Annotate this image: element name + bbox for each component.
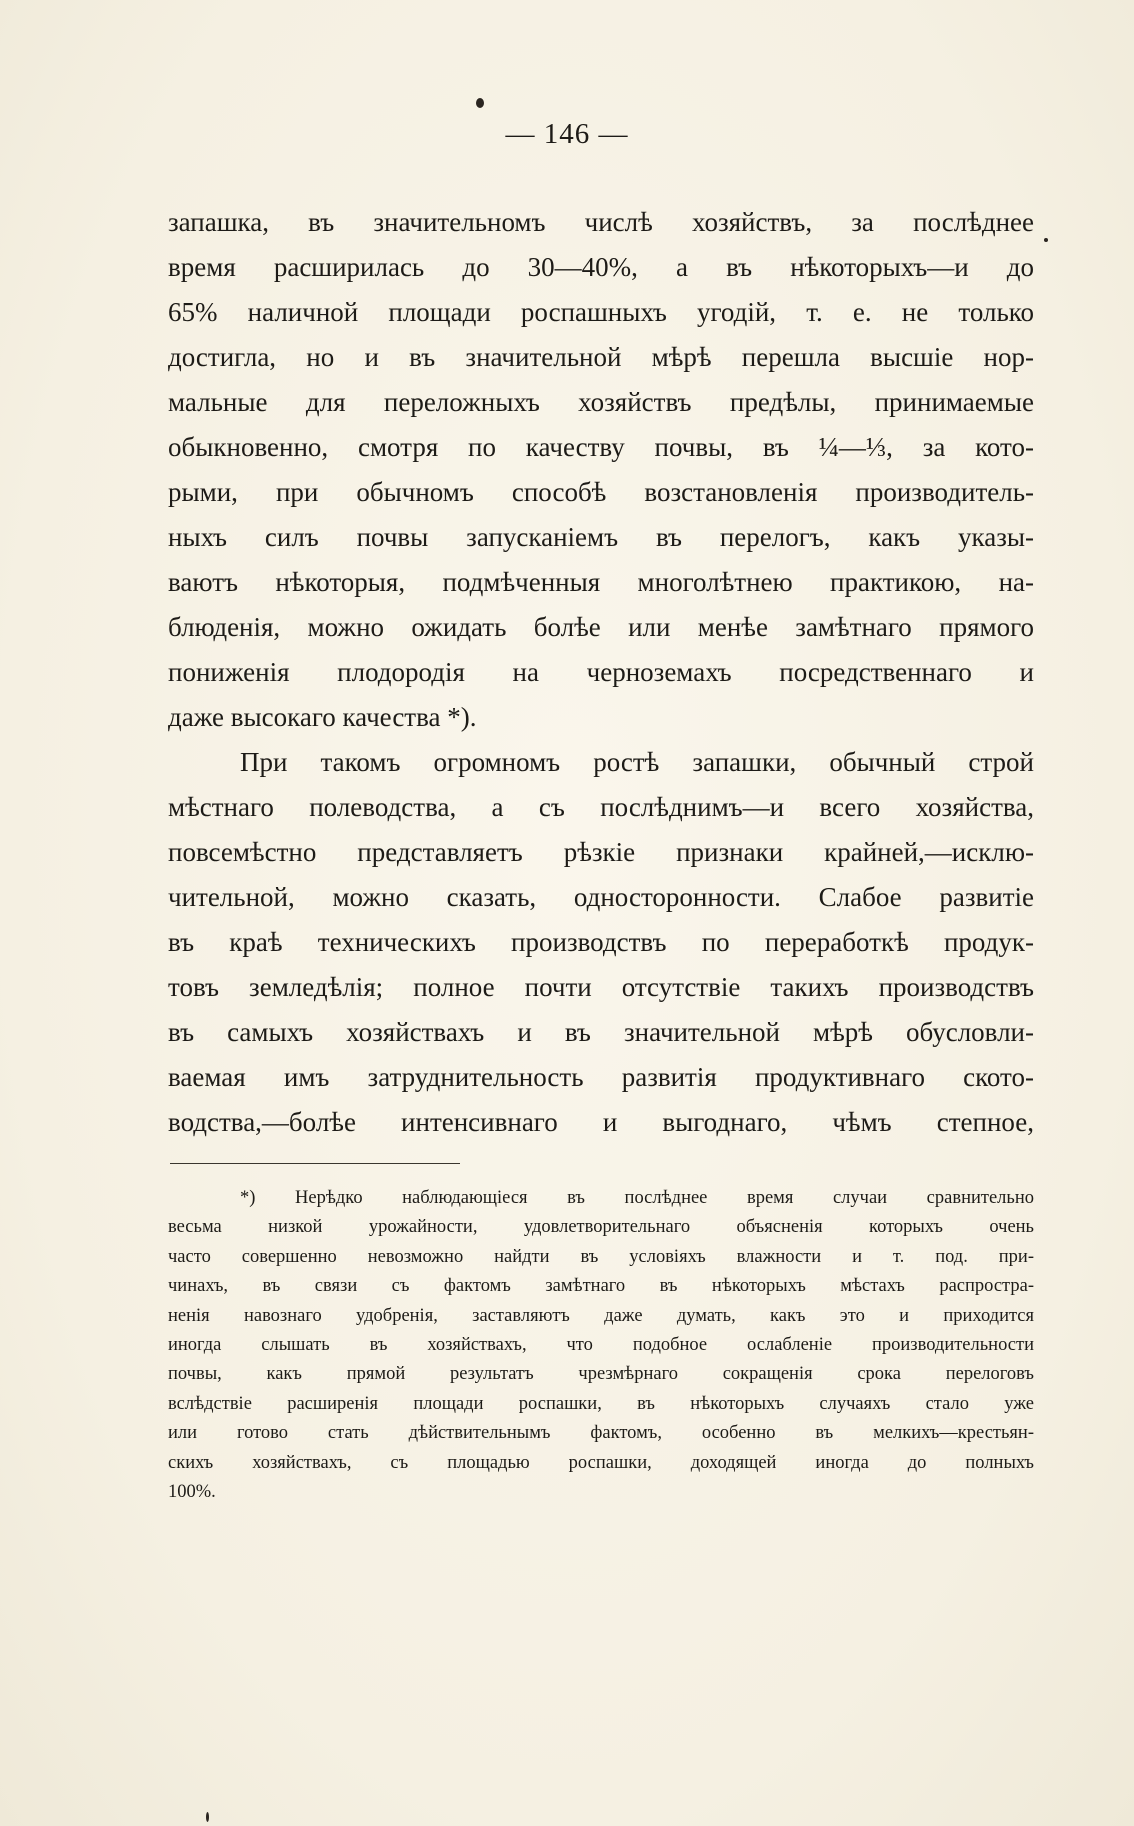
footnote-line: скихъ хозяйствахъ, съ площадью роспашки, доходящей иногда до полныхъ	[168, 1452, 1034, 1473]
ink-speck	[476, 98, 484, 108]
footnote-divider	[170, 1163, 460, 1164]
text-line: повсемѣстно представляетъ рѣзкіе признаки крайней,—исклю-	[168, 837, 1034, 867]
text-line: блюденія, можно ожидать болѣе или менѣе замѣтнаго прямого	[168, 612, 1034, 642]
text-line: мѣстнаго полеводства, а съ послѣднимъ—и всего хозяйства,	[168, 792, 1034, 822]
text-line: рыми, при обычномъ способѣ возстановленія производитель-	[168, 477, 1034, 507]
text-line: товъ земледѣлія; полное почти отсутствіе такихъ производствъ	[168, 972, 1034, 1002]
text-line: запашка, въ значительномъ числѣ хозяйствъ, за послѣднее	[168, 207, 1034, 237]
footnote-line: чинахъ, въ связи съ фактомъ замѣтнаго въ нѣкоторыхъ мѣстахъ распростра-	[168, 1276, 1034, 1297]
ink-speck	[1044, 238, 1048, 242]
page-number: — 146 —	[505, 118, 629, 150]
text-line: мальные для переложныхъ хозяйствъ предѣлы, принимаемые	[168, 387, 1034, 417]
text-line: время расширилась до 30—40%, а въ нѣкоторыхъ—и до	[168, 252, 1034, 282]
text-line: достигла, но и въ значительной мѣрѣ перешла высшіе нор-	[168, 342, 1034, 372]
footnote-line: вслѣдствіе расширенія площади роспашки, въ нѣкоторыхъ случаяхъ стало уже	[168, 1393, 1034, 1414]
ink-speck	[206, 1812, 209, 1822]
text-line: При такомъ огромномъ ростѣ запашки, обычный строй	[240, 747, 1034, 777]
text-line: чительной, можно сказать, односторонности. Слабое развитіе	[168, 882, 1034, 912]
text-line: пониженія плодородія на черноземахъ посредственнаго и	[168, 657, 1034, 687]
footnote	[168, 1184, 1034, 1507]
main-text	[168, 200, 1034, 1145]
footnote-line: ненія навознаго удобренія, заставляютъ даже думать, какъ это и приходится	[168, 1305, 1034, 1326]
footnote-line: весьма низкой урожайности, удовлетворительнаго объясненія которыхъ очень	[168, 1217, 1034, 1238]
footnote-line: иногда слышать въ хозяйствахъ, что подобное ослабленіе производительности	[168, 1334, 1034, 1355]
text-line: ваютъ нѣкоторыя, подмѣченныя многолѣтнею практикою, на-	[168, 567, 1034, 597]
text-line: даже высокаго качества *).	[168, 702, 477, 732]
footnote-line: *) Нерѣдко наблюдающіеся въ послѣднее время случаи сравнительно	[240, 1188, 1034, 1208]
footnote-line: часто совершенно невозможно найдти въ условіяхъ влажности и т. под. при-	[168, 1246, 1034, 1267]
text-line: въ краѣ техническихъ производствъ по переработкѣ продук-	[168, 927, 1034, 957]
text-line: въ самыхъ хозяйствахъ и въ значительной мѣрѣ обусловли-	[168, 1017, 1034, 1047]
text-line: 65% наличной площади роспашныхъ угодій, т. е. не только	[168, 297, 1034, 327]
text-line: обыкновенно, смотря по качеству почвы, въ ¼—⅓, за кото-	[168, 432, 1034, 462]
text-line: ваемая имъ затруднительность развитія продуктивнаго ското-	[168, 1062, 1034, 1092]
footnote-line: 100%.	[168, 1481, 216, 1502]
footnote-line: почвы, какъ прямой результатъ чрезмѣрнаго сокращенія срока перелоговъ	[168, 1364, 1034, 1385]
text-line: ныхъ силъ почвы запусканіемъ въ перелогъ, какъ указы-	[168, 522, 1034, 552]
text-line: водства,—болѣе интенсивнаго и выгоднаго, чѣмъ степное,	[168, 1107, 1034, 1137]
footnote-line: или готово стать дѣйствительнымъ фактомъ, особенно въ мелкихъ—крестьян-	[168, 1423, 1034, 1444]
